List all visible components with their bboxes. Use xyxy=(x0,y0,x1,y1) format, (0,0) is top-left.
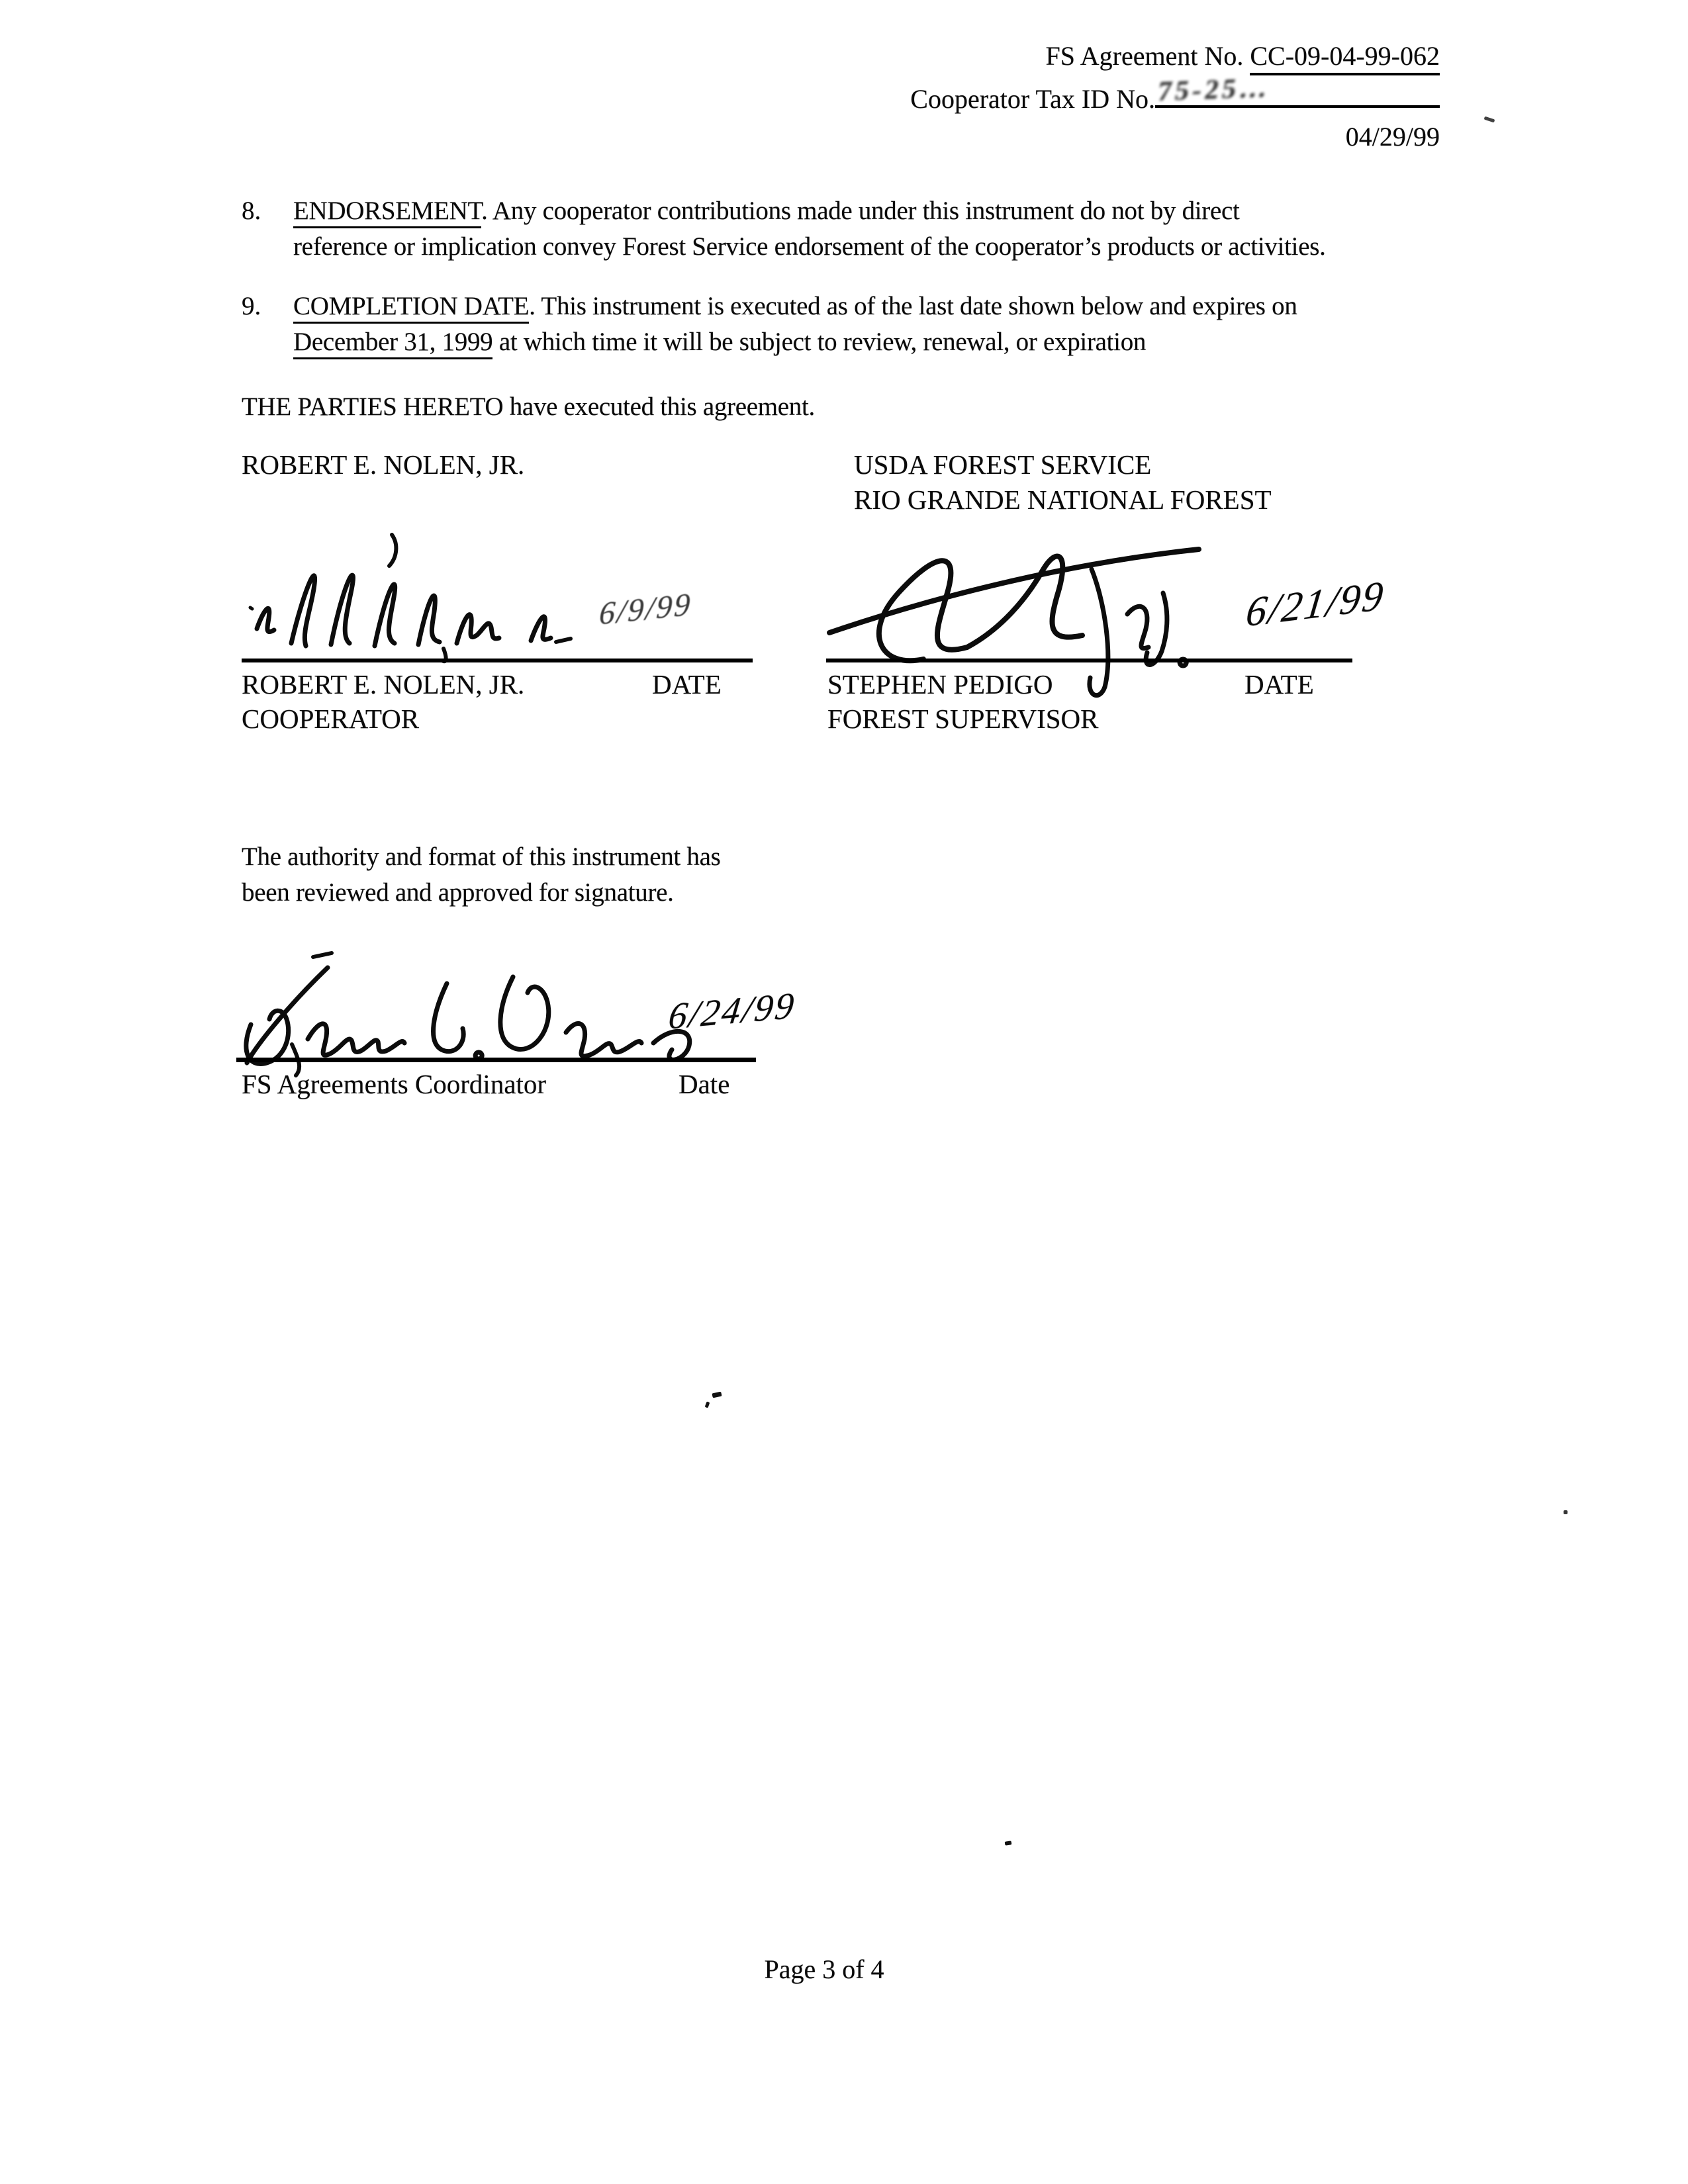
clause-9-title: COMPLETION DATE xyxy=(293,292,529,324)
left-party-heading: ROBERT E. NOLEN, JR. xyxy=(242,449,525,480)
coordinator-title: FS Agreements Coordinator xyxy=(242,1069,547,1099)
execution-statement: THE PARTIES HERETO have executed this agreement. xyxy=(242,392,815,421)
clause-8-number: 8. xyxy=(242,197,261,225)
cooperator-title: COOPERATOR xyxy=(242,704,420,734)
agreement-number-line xyxy=(910,37,1440,75)
forest-supervisor-handwritten-date: 6/21/99 xyxy=(1243,572,1388,636)
clause-9-expiry-date: December 31, 1999 xyxy=(293,328,492,359)
tax-id-label: Cooperator Tax ID No. xyxy=(910,84,1155,114)
approval-statement xyxy=(242,839,721,911)
tax-id-underline xyxy=(1155,72,1440,108)
cooperator-signature xyxy=(245,529,616,665)
cooperator-printed-name: ROBERT E. NOLEN, JR. xyxy=(242,669,525,700)
clause-9-number: 9. xyxy=(242,292,261,320)
stamp-date: 04/29/99 xyxy=(1345,122,1440,152)
clause-8-line-2 xyxy=(293,229,1326,265)
clause-8-line-1 xyxy=(293,193,1326,229)
approval-statement-line-2: been reviewed and approved for signature. xyxy=(242,878,674,907)
header-block xyxy=(910,37,1440,156)
clause-9-line-2 xyxy=(293,324,1297,360)
clause-8-title: ENDORSEMENT xyxy=(293,197,481,228)
right-party-org-1: USDA FOREST SERVICE xyxy=(854,449,1152,480)
forest-supervisor-signature-line xyxy=(826,659,1352,662)
scan-speck xyxy=(1005,1841,1012,1845)
scan-speck xyxy=(1564,1510,1568,1514)
agreement-number-value: CC-09-04-99-062 xyxy=(1250,41,1440,75)
cooperator-date-label: DATE xyxy=(652,669,722,700)
right-party-org-2: RIO GRANDE NATIONAL FOREST xyxy=(854,484,1272,515)
clause-9-body-2: at which time it will be subject to review, renewal, or expiration xyxy=(492,328,1147,356)
clause-8-body-1: . Any cooperator contributions made under this instrument do not by direct xyxy=(481,197,1240,225)
cooperator-signature-line xyxy=(242,659,753,662)
coordinator-date-label: Date xyxy=(679,1069,730,1099)
forest-supervisor-title: FOREST SUPERVISOR xyxy=(827,704,1099,734)
clause-9-text xyxy=(293,289,1297,360)
page-number: Page 3 of 4 xyxy=(764,1954,884,1984)
right-party-heading xyxy=(854,447,1272,518)
approval-statement-line-1: The authority and format of this instrument has xyxy=(242,842,721,871)
scan-speck xyxy=(705,1401,710,1408)
stamp-date-line xyxy=(910,118,1440,156)
clause-8-text xyxy=(293,193,1326,265)
cooperator-handwritten-date: 6/9/99 xyxy=(598,586,694,632)
forest-supervisor-printed-name: STEPHEN PEDIGO xyxy=(827,669,1053,700)
scan-speck xyxy=(1484,116,1495,123)
tax-id-handwritten-value: 75-25… xyxy=(1155,72,1273,108)
forest-supervisor-date-label: DATE xyxy=(1244,669,1314,700)
clause-8-body-2: reference or implication convey Forest Service endorsement of the cooperator’s products or activities. xyxy=(293,232,1326,261)
coordinator-signature-line xyxy=(236,1058,756,1062)
coordinator-handwritten-date: 6/24/99 xyxy=(666,985,798,1038)
clause-9-line-1 xyxy=(293,289,1297,324)
tax-id-line xyxy=(910,72,1440,118)
scan-speck xyxy=(712,1392,722,1398)
clause-9-body-1: . This instrument is executed as of the last date shown below and expires on xyxy=(529,292,1297,320)
agreement-number-label: FS Agreement No. xyxy=(1045,41,1250,71)
